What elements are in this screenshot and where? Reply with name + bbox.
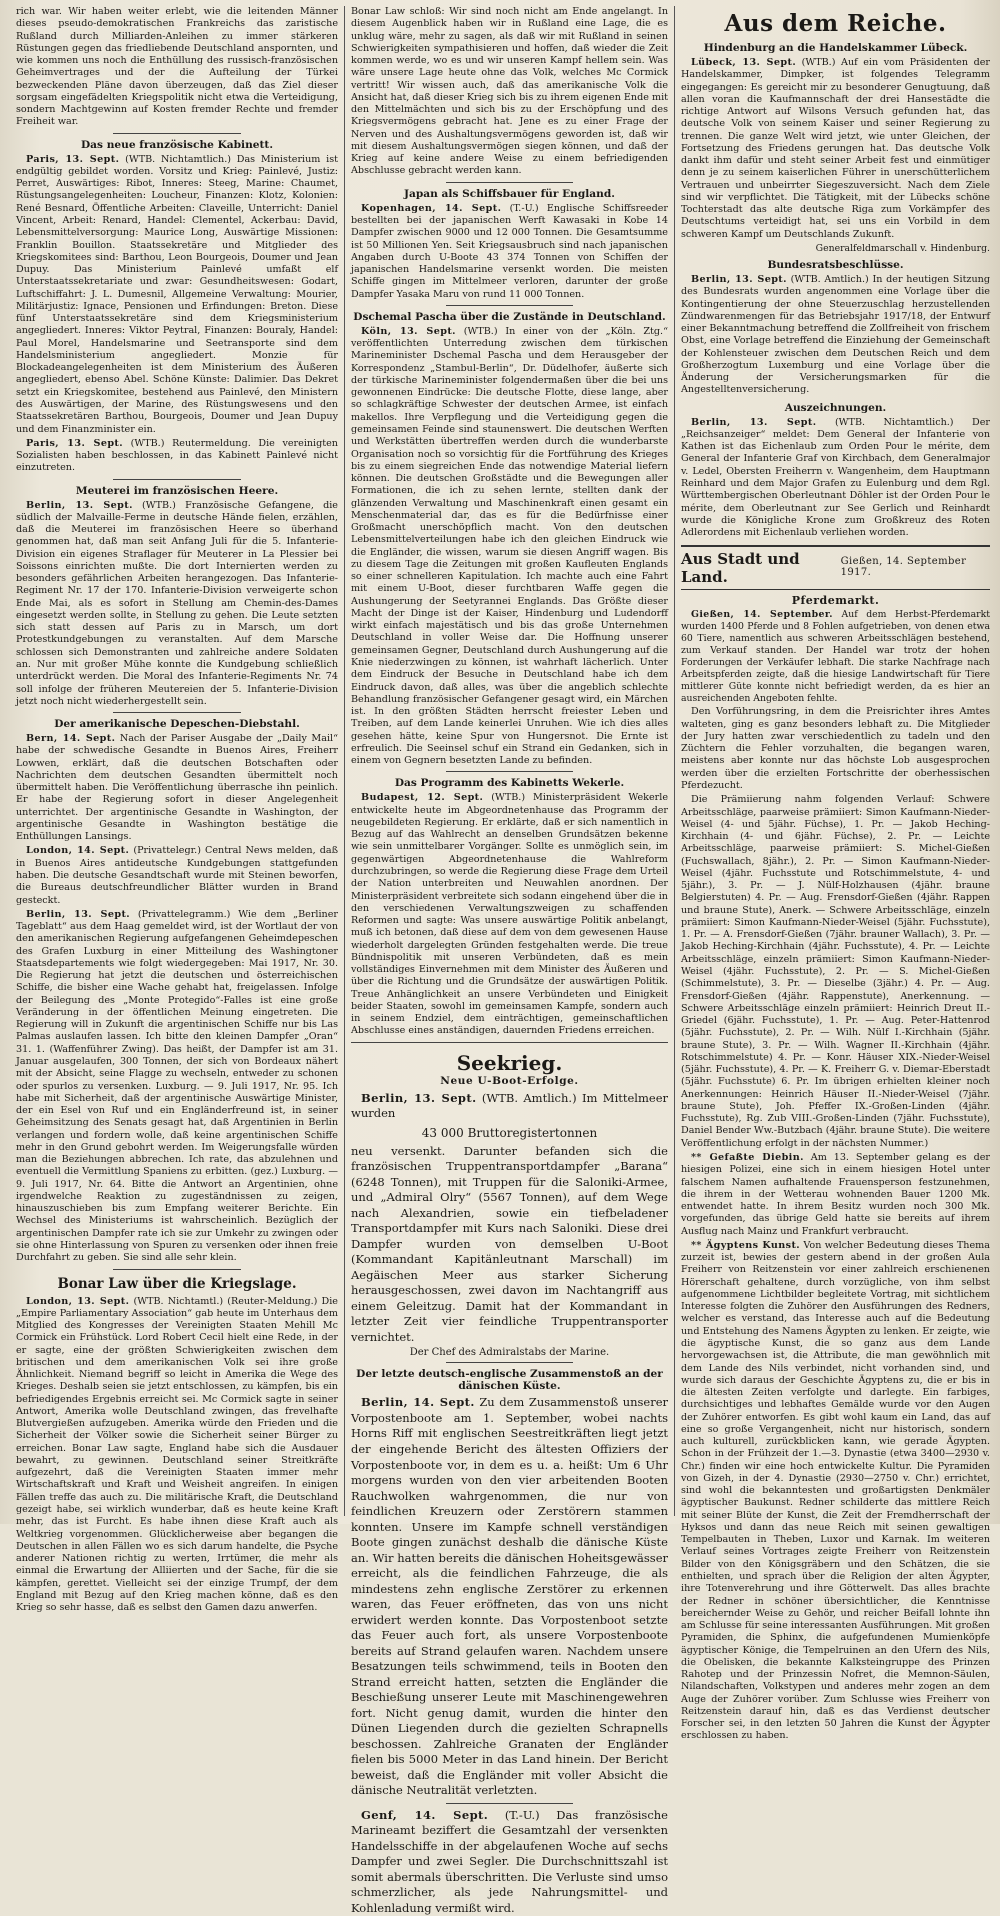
dateline: Paris, 13. Sept. — [26, 153, 120, 165]
headline-auszeichnungen: Auszeichnungen. — [784, 401, 887, 414]
article-paragraph — [16, 500, 338, 709]
article-paragraph: Den Vorführungsring, in dem die Preisrichter ihres Amtes walteten, ging es ganz besonders lebhaft zu. Die Mitglieder der Jury hatten zwar verschiedentlich zu tadeln und den Züchtern die Fehler vorzuhalten, die begangen waren, meistens aber konnte nur das höchste Lob ausgesprochen werden über die erzielten Fortschritte der oberhessischen Pferdezucht. — [681, 706, 990, 792]
divider — [113, 479, 242, 480]
article-paragraph — [16, 733, 338, 843]
article-text: (T.-U.) Das französische Marineamt beziffert die Gesamtzahl der versenkten Handelsschiffe in der abgelaufenen Woche auf sechs Dampfer und zwei Segler. Die Durchschnittszahl ist somit abermals überschritten. Die Verluste sind umso schmerzlicher, als jede Nahrungsmittel- und Kohlenladung vermißt wird. — [351, 1807, 668, 1915]
article-paragraph: neu versenkt. Darunter befanden sich die französischen Truppentransportdampfer „Barana“ (6248 Tonnen), mit Truppen für die Saloniki-Armee, und „Admiral Olry“ (5567 Tonnen), auf dem Wege nach Alexandrien, sowie ein tiefbeladener Transportdampfer mit Kurs nach Saloniki. Diese drei Dampfer wurden von demselben U-Boot (Kommandant Kapitänleutnant Marschall) im Aegäischen Meer aus starker Sicherung herausgeschossen, zwei davon im Nachtangriff aus einem Geleitzug. Damit hat der Kommandant in letzter Zeit vier feindliche Truppentransporter vernichtet. — [351, 1143, 668, 1344]
divider — [446, 1803, 573, 1804]
section-date: Gießen, 14. September 1917. — [840, 556, 967, 579]
article-text: Nach der Pariser Ausgabe der „Daily Mail“ habe der schwedische Gesandte in Buenos Aires, Freiherr Lowwen, erklärt, daß die deutschen Botschaften oder Nachrichten dem deutschen Gesandten übermittelt noch übermittelt haben. Die Veröffentlichung überrasche ihn peinlich. Er habe der Regierung sofort in dieser Angelegenheit unterrichtet. Der argentinische Gesandte in Washington, der argentinische Gesandte in Washington bestätige die Enthüllungen Lansings. — [16, 733, 338, 843]
dateline: Berlin, 14. Sept. — [361, 1395, 475, 1410]
dateline: ** Ägyptens Kunst. — [691, 1239, 801, 1251]
headline-kabinett: Das neue französische Kabinett. — [80, 138, 274, 151]
article-paragraph — [16, 154, 338, 436]
article-paragraph — [351, 203, 668, 301]
article-paragraph — [681, 1240, 990, 1743]
article-text: Am 13. September gelang es der hiesigen Polizei, eine sich in einem hiesigen Hotel unter falschem Namen aufhaltende Frauensperson festzunehmen, die ihrem in der Wetterau wohnenden Bauer 1200 Mk. entwendet hatte. In ihrem Besitz wurden noch 300 Mk. vorgefunden, das übrige Geld hatte sie bereits auf ihrem Ausflug nach Mainz und Frankfurt verbraucht. — [681, 1151, 990, 1237]
divider — [446, 771, 573, 772]
section-title-reich: Aus dem Reiche. — [724, 10, 947, 37]
article-paragraph — [351, 1808, 668, 1916]
article-text: (T.-U.) Englische Schiffsreeder bestellten bei der japanischen Werft Kawasaki in Kobe 14 Dampfer zwischen 9000 und 12 000 Tonnen. Die Gesamtsumme ist 50 Millionen Yen. Seit Kriegsausbruch sind nach japanischen Angaben durch U-Boote 43 374 Tonnen von Schiffen der japanischen Handelsmarine versenkt worden. Die meisten Schiffe gingen im Mittelmeer verloren, darunter der große Dampfer Yasaka Maru von rund 11 000 Tonnen. — [351, 202, 668, 300]
dateline: London, 13. Sept. — [26, 1295, 130, 1307]
headline-dschemal: Dschemal Pascha über die Zustände in Deutschland. — [353, 310, 666, 323]
divider — [351, 1042, 668, 1043]
article-paragraph — [681, 609, 990, 704]
divider — [446, 1362, 573, 1363]
article-text: (WTB.) Reutermeldung. Die vereinigten Sozialisten haben beschlossen, in das Kabinett Painlevé nicht einzutreten. — [16, 437, 338, 474]
article-text: (Privattelegramm.) Wie dem „Berliner Tageblatt“ aus dem Haag gemeldet wird, ist der Wortlaut der von den amerikanischen Regierung aufgefangenen Geheimdepeschen des Grafen Luxburg in einer Mitteilung des Washingtoner Staatsdepartements wie folgt wiedergegeben: Mai 1917, Nr. 30. Die Regierung hat jetzt die deutschen und österreichischen Schiffe, die bisher eine Wache gehabt hat, freigelassen. Infolge der Beilegung des „Monte Protegido“-Falles ist eine große Veränderung in der öffentlichen Meinung eingetreten. Die Regierung will in Zukunft die argentinischen Schiffe nur bis Las Palmas auslaufen lassen. Ich bitte den kleinen Dampfer „Oran“ 31. 1. (Waffenführer Zwing). Das heißt, der Dampfer ist am 31. Januar ausgelaufen, 300 Tonnen, der sich von Bordeaux nähert mit der Absicht, seine Flagge zu wechseln, entweder zu schonen oder spurlos zu versenken. Luxburg. — 9. Juli 1917, Nr. 95. Ich habe mit Sicherheit, daß der argentinische Auswärtige Minister, der ein Esel von Ruf und ein Engländerfreund ist, in seiner Geheimsitzung des Senats gesagt hat, daß Argentinien in Berlin verlangen und fordern wolle, daß keine argentinischen Schiffe mehr in den Grund gebohrt werden. Im Weigerungsfalle würden man die Beziehungen abbrechen. Ich rate, das abzulehnen und eventuell die Vermittlung Spaniens zu erbitten. (gez.) Luxburg. — 9. Juli 1917, Nr. 64. Bitte die Antwort an Argentinien, ohne irgendwelche Reaktion zu zugeständnissen zu zeigen, hinauszuschieben bis zum Empfang weiterer Berichte. Ein Wechsel des Ministeriums ist wahrscheinlich. Bezüglich der argentinischen Dampfer rate ich sie zur Umkehr zu zwingen oder sie ohne Hinterlassung von Spuren zu versenken oder ihnen freie Durchfahrt zu geben. Sie sind alle sehr klein. — [16, 908, 338, 1264]
dateline: Berlin, 13. Sept. — [691, 416, 817, 428]
article-text: (WTB.) Französische Gefangene, die südlich der Malvaille-Ferme in deutsche Hände fielen, erzählen, daß die Meuterei im französischen Heere so überhand genommen hat, daß man seit Anfang Juli für die 5. Infanterie-Division ein eigenes Straflager für Meuterer in La Plessier bei Soissons einrichten mußte. Die dort Internierten werden zu besonders gefährlichen Arbeiten herangezogen. Das Infanterie-Regiment Nr. 17 der 170. Infanterie-Division verweigerte schon Ende Mai, als es sofort in Stellung am Chemin-des-Dames eingesetzt werden sollte, in Stellung zu gehen. Die Leute setzten sich statt dessen auf Paris zu in Marsch, um dort Protestkundgebungen zu veranstalten. Auf dem Marsche schlossen sich Demonstranten und zahlreiche andere Soldaten an. Nur mit großer Mühe konnte die Kundgebung schließlich unterdrückt werden. Die Moral des Infanterie-Regiments Nr. 74 soll infolge der früheren Meutereien der 5. Infanterie-Division jetzt noch nicht wiederhergestellt sein. — [16, 499, 338, 707]
article-paragraph: Die Prämiierung nahm folgenden Verlauf: Schwere Arbeitsschläge, paarweise prämiiert: Simon Kaufmann-Nieder-Weisel (4- und 5jähr. Füchse), 1. Pr. — Jakob Heching-Kirchhain (4- und 6jähr. Füchse), 2. Pr. — Leichte Arbeitsschläge, paarweise prämiiert: S. Michel-Gießen (Fuchswallach, 8jähr.), 2. Pr. — Simon Kaufmann-Nieder-Weisel (4jähr. Fuchsstute und Rotschimmelstute, 4- und 5jähr.), 3. Pr. — J. Nülf-Holzhausen (4jähr. braune Belgierstuten) 4. Pr. — Aug. Frensdorf-Gießen (4jähr. Rappen und braune Stute), Anerk. — Schwere Arbeitsschläge, einzeln prämiiert: Simon Kaufmann-Nieder-Weisel (5jähr. Fuchsstute), 1. Pr. — A. Frensdorf-Gießen (7jähr. brauner Wallach), 3. Pr. — Jakob Heching-Kirchhain (4jähr. Fuchsstute), 4. Pr. — Leichte Arbeitsschläge, einzeln prämiiert: Simon Kaufmann-Nieder-Weisel (4jähr. Fuchsstute), 2. Pr. — S. Michel-Gießen (Schimmelstute), 3. Pr. — Dieselbe (3jähr.) 4. Pr. — Aug. Frensdorf-Gießen (4jähr. Rappenstute), Anerkennung. — Schwere Arbeitsschläge einzeln prämiiert: Heinrich Dreut II.-Griedel (6jähr. Fuchsstute), 1. Pr. — Aug. Peter-Hattenrod (5jähr. Fuchsstute), 2. Pr. — Wilh. Nülf I.-Kirchhain (5jähr. braune Stute), 3. Pr. — Wilh. Wagner II.-Kirchhain (4jähr. Rotschimmelstute) 4. Pr. — Konr. Häuser XIX.-Nieder-Weisel (5jähr. Fuchsstute), 4. Pr. — K. Freiherr G. v. Diemar-Eberstadt (5jähr. Fuchsstute) 6. Pr. Im übrigen erhielten kleiner noch Anerkennungen: Heinrich Häuser II.-Nieder-Weisel (7jähr. braune Stute), Joh. Pfeffer IX.-Großen-Linden (4jähr. Fuchsstute), Rg. Zub VIII.-Großen-Linden (7jähr. Fuchsstute), Daniel Bender Ww.-Butzbach (4jähr. braune Stute). Die weitere Veröffentlichung erfolgt in der nächsten Nummer.) — [681, 794, 990, 1149]
headline-zusammenstoss: Der letzte deutsch-englische Zusammenstoß an der dänischen Küste. — [356, 1368, 663, 1393]
article-paragraph — [351, 326, 668, 768]
signature: Generalfeldmarschall v. Hindenburg. — [815, 242, 990, 254]
subheadline-u-boot: Neue U-Boot-Erfolge. — [440, 1074, 579, 1087]
dateline: Budapest, 12. Sept. — [361, 792, 484, 804]
dateline: Paris, 13. Sept. — [26, 437, 124, 449]
dateline: Kopenhagen, 14. Sept. — [361, 202, 502, 214]
signature: Der Chef des Admiralstabs der Marine. — [409, 1347, 610, 1359]
dateline: Berlin, 13. Sept. — [26, 908, 131, 920]
section-header-stadt — [681, 545, 990, 590]
article-text: (Privattelegr.) Central News melden, daß in Buenos Aires antideutsche Kundgebungen stattgefunden haben. Die deutsche Gesandtschaft wurde mit Steinen beworfen, die Bureaus deutschfreundlicher Blätter wurden in Brand gesteckt. — [16, 845, 338, 906]
headline-japan: Japan als Schiffsbauer für England. — [404, 187, 615, 200]
article-text: (WTB. Nichtamtlich.) Das Ministerium ist endgültig gebildet worden. Vorsitz und Krieg: Painlevé, Justiz: Perret, Auswärtiges: Ribot, Inneres: Steeg, Marine: Chaumet, Rüstungsangelegenheiten: Loucheur, Finanzen: Klotz, Kolonien: René Besnard, Öffentliche Arbeiten: Claveille, Unterricht: Daniel Vincent, Arbeit: Renard, Handel: Clementel, Ackerbau: David, Lebensmittelversorgung: Maurice Long, Auswärtige Missionen: Franklin Bouillon. Staatssekretäre und Mitglieder des Kriegskomitees sind: Barthou, Leon Bourgeois, Doumer und Jean Dupuy. Das Ministerium Painlevé umfaßt elf Unterstaatssekretariate und zwar: Gesundheitswesen: Godart, Luftschiffahrt: J. L. Dumesnil, Allgemeine Verwaltung: Mourier, Militärjustiz: Ignace, Pensionen und Erfindungen: Breton. Diese fünf Unterstaatssekretäre sind dem Kriegsministerium angegliedert. Inneres: Viktor Peytral, Finanzen: Bouraly, Handel: Paul Morel, Handelsmarine und Seetransporte sind dem Handelsministerium angegliedert. Monzie für Blockadeangelegenheiten ist dem Ministerium des Äußeren angegliedert, ebenso Abel. Schöne Künste: Dalimier. Das Dekret setzt ein Kriegskomitee, bestehend aus Painlevé, den Ministern des Auswärtigen, der Marine, des Rüstungswesens und den Staatssekretären Barthou, Bourgeois, Doumer und Jean Dupuy und dem Finanzminister ein. — [16, 153, 338, 435]
article-text: (WTB. Nichtamtl.) (Reuter-Meldung.) Die „Empire Parliamentary Association“ gab heute im Unterhaus dem Mitglied des Kongresses der Vereinigten Staaten Mehill Mc Cormick ein Frühstück. Lord Robert Cecil hielt eine Rede, in der er sagte, eine der größten Schwierigkeiten zwischen dem britischen und dem amerikanischen Volk sei ihre große Ähnlichkeit. Niemand begriff so leicht in Amerika die Wege des Krieges. Deshalb seien sie jetzt entschlossen, zu kämpfen, bis ein befriedigendes Ergebnis erreicht sei. Mc Cormick sagte in seiner Antwort, Amerika wolle Deutschland zwingen, das frevelhafte Blutvergießen aufzugeben. Amerika würde den Frieden und die Sicherheit der Völker sowie die Sicherheit seiner Bürger zu erreichen. Bonar Law sagte, England habe sich die Ausdauer bewahrt, zu gewinnen. Deutschland seiner Streitkräfte aufgezehrt, daß die Vereinigten Staaten immer mehr Wirtschaftskraft und Kraft und Weisheit angreifen. In einigen Fällen treffe das auch zu. Die militärische Kraft, die Deutschland gezeigt habe, sei wirklich wunderbar, daß es heute keine Kraft mehr, das ist Furcht. Es habe ihnen diese Kraft auch als Weltkrieg vorgenommen. Glücklicherweise aber begangen die Deutschen in allen Fällen wo es sich darum handelte, die Psyche anderer Nationen richtig zu werten, Irrtümer, die mehr als einmal die Erwartung der Alliierten und der Sache, für die sie kämpfen, gerettet. Vielleicht sei der einzige Trumpf, der dem England mit Bezug auf den Krieg machen könne, daß es den Krieg so sehr hasse, daß es selbst den Gamen dazu anwerfen. — [16, 1295, 338, 1614]
article-text: (WTB.) Ministerpräsident Wekerle entwickelte heute im Abgeordnetenhause das Programm der neugebildeten Regierung. Er erklärte, daß er sich namentlich in Bezug auf das Wahlrecht an denselben Grundsätzen bekenne wie sein unmittelbarer Vorgänger. Sollte es unmöglich sein, im gegenwärtigen Abgeordnetenhause die Wahlreform durchzubringen, so werde die Regierung diese Frage dem Urteil der Nation unterbreiten und Neuwahlen anordnen. Der Ministerpräsident verbreitete sich sodann eingehend über die in den verschiedenen Verwaltungszweigen zu schaffenden Reformen und sagte: Was unsere auswärtige Politik anbelangt, muß ich betonen, daß diese auf dem von dem gewesenen Hause wiederholt dargelegten Gründen festgehalten werde. Die treue Bündnispolitik mit unseren Verbündeten, daß es mein vollständiges Einvernehmen mit dem Minister des Äußeren und über die Richtung und die Grundsätze der auswärtigen Politik. Treue Anhänglichkeit an unsere Verbündeten und Einigkeit beider Staaten, sowohl im gemeinsamen Kampfe, sondern auch in seinem Endziel, dem einträchtigen, gemeinschaftlichen Abschlusse eines anständigen, dauernden Friedens erreichen. — [351, 792, 668, 1037]
tonnage-highlight: 43 000 Bruttoregistertonnen — [421, 1125, 598, 1140]
headline-bonar-law: Bonar Law über die Kriegslage. — [57, 1275, 297, 1292]
dateline: Berlin, 13. Sept. — [691, 273, 787, 285]
article-text: Zu dem Zusammenstoß unserer Vorpostenboote am 1. September, wobei nachts Horns Riff mit englischen Seestreitkräften liegt jetzt der eingehende Bericht des ältesten Offiziers der Vorpostenboote vor, in dem es u. a. heißt: Um 6 Uhr morgens wurden von den vier arbeitenden Booten Rauchwolken wahrgenommen, die nur von feindlichen Kreuzern oder Zerstörern stammen konnten. Unsere im Kampfe schnell verständigen Boote gingen zunächst deshalb die dänische Küste an. Wir hatten bereits die dänischen Hoheitsgewässer erreicht, als die feindlichen Fahrzeuge, die als mindestens zehn englische Zerstörer zu erkennen waren, das Feuer eröffneten, das von uns nicht erwidert werden konnte. Das Vorpostenboot setzte das Feuer auch fort, als unsere Vorpostenboote bereits auf Strand gelaufen waren. Nachdem unsere Besatzungen teils schwimmend, teils in Booten den Strand erreicht hatten, setzten die Engländer die Beschießung unserer Leute mit Maschinengewehren fort. Nicht genug damit, wurden die hinter den Dünen Liegenden durch die gezielten Schrapnells beschossen. Zahlreiche Granaten der Engländer fielen bis 5000 Meter in das Land hinein. Der Bericht beweist, daß die Engländer mit voller Absicht die dänische Neutralität verletzten. — [351, 1395, 669, 1798]
divider — [446, 305, 573, 306]
section-title-seekrieg: Seekrieg. — [456, 1050, 563, 1075]
article-paragraph — [681, 417, 990, 540]
article-paragraph — [16, 845, 338, 906]
dateline: Berlin, 13. Sept. — [361, 1090, 477, 1105]
article-text: Von welcher Bedeutung dieses Thema zurzeit ist, bewies der gestern abend in der großen Aula Freiherr von Reitzenstein vor einer zahlreich erschienenen Hörerschaft gehaltene, durch vorzügliche, von ihm selbst aufgenommene Lichtbilder begleitete Vortrag, mit sichtlichem Interesse folgten die Zuhörer den Ausführungen des Redners, welcher es verstand, das Interesse auch auf die Bedeutung und Entstehung des Namens Ägypten zu lenken. Er zeigte, wie die ägyptische Kunst, die so ganz aus dem Lande hervorgewachsen ist, die Attribute, die man gewöhnlich mit dem Lande des Nils verbindet, nicht vorhanden sind, und wurde sich daraus der Geschichte Ägyptens zu, die er bis in die ältesten Zeiten verfolgte und darlegte. Ein farbiges, durchsichtiges und lebhaftes Gemälde wurde vor den Augen der Zuhörer entworfen. Es gibt wohl kaum ein Land, das auf eine so große Vergangenheit, nicht nur historisch, sondern auch kulturell, zurückblicken kann, wie gerade Ägypten. Schon in der Frühzeit der 1.—3. Dynastie (etwa 3400—2930 v. Chr.) finden wir eine hoch entwickelte Kultur. Die Pyramiden von Gizeh, in der 4. Dynastie (2930—2750 v. Chr.) errichtet, sind wohl die bekanntesten und großartigsten Denkmäler ägyptischer Baukunst. Redner schilderte das mittlere Reich mit seiner Blüte der Kunst, die Zeit der Fremdherrschaft der Hyksos und dann das neue Reich mit seinen gewaltigen Tempelbauten in Theben, Luxor und Karnak. Im weiteren Verlauf seines Vortrages zeigte Freiherr von Reitzenstein Bilder von den Königsgräbern und den Schätzen, die sie enthielten, und sprach über die Religion der alten Ägypter, ihre Totenverehrung und ihre Götterwelt. Das alles brachte der Redner in schöner übersichtlicher, die Kenntnisse bereichernder Weise zu Gehör, und reicher Beifall lohnte ihn am Schlusse für seine interessanten Ausführungen. Mit großen Pyramiden, die Sphinx, die aufgefundenen Mumienköpfe ägyptischer Könige, die Tempelruinen an den Ufern des Nils, die Obelisken, die bekannte Kalksteingruppe des Prinzen Rahotep und der Prinzessin Nofret, die Memnon-Säulen, Nilandschaften, Volkstypen und anderes mehr zogen an dem Auge der Zuhörer vorüber. Zum Schlusse wies Freiherr von Reitzenstein darauf hin, daß es das Verdienst deutscher Forscher sei, in den letzten 50 Jahren die Kunst der Ägypter erschlossen zu haben. — [681, 1239, 990, 1742]
article-paragraph: Bonar Law schloß: Wir sind noch nicht am Ende angelangt. In diesem Augenblick haben wir in Rußland eine Lage, die es unklug wäre, mehr zu sagen, als daß wir mit Rußland in seinen Schwierigkeiten sympathisieren und hoffen, daß wieder die Zeit kommen werde, wo es und wir unseren Kampf hellem sein. Was wäre unsere Lage heute ohne das Volk, welches Mc Cormick vertritt! Wir wissen auch, daß das amerikanische Volk die Ansicht hat, daß dieser Krieg sich bis zu ihrem eigenen Ende mit den Mittelmächten und sich bis zu der Erschöpfung und des Kriegsvermögens gebracht hat. Jene es zu einer Frage der Nerven und des Aushaltungsvermögens geworden ist, daß wir mit diesem Aushaltungsvermögen siegen können, und daß der Krieg auf keine andere Weise zu einem befriedigenden Abschlusse gebracht werden kann. — [351, 6, 668, 177]
divider — [113, 1269, 242, 1270]
column-right — [674, 6, 990, 1742]
article-text: (WTB. Amtlich.) In der heutigen Sitzung des Bundesrats wurden angenommen eine Vorlage über die Kontingentierung der ohne Steuerzuschlag herzustellenden Zündwarenmengen für das Betriebsjahr 1917/18, der Entwurf einer Bekanntmachung betreffend die Zollfreiheit von frischem Obst, eine Vorlage betreffend die Einziehung der Gemeinschaft der Kohlensteuer zwischen dem Deutschen Reich und dem Großherzogtum Luxemburg und eine Vorlage über die Änderung der Versicherungsmarken für die Angestelltenversicherung. — [681, 273, 990, 396]
dateline: Genf, 14. Sept. — [361, 1807, 489, 1822]
headline-hindenburg: Hindenburg an die Handelskammer Lübeck. — [703, 42, 968, 54]
headline-meuterei: Meuterei im französischen Heere. — [75, 484, 279, 497]
column-middle — [344, 6, 674, 1915]
dateline: Berlin, 13. Sept. — [26, 499, 133, 511]
dateline: ** Gefaßte Diebin. — [691, 1151, 804, 1163]
divider — [113, 712, 242, 713]
article-paragraph — [351, 1395, 668, 1798]
article-text: (WTB.) Auf ein vom Präsidenten der Handelskammer, Dimpker, ist folgendes Telegramm eingegangen: Es gereicht mir zu besonderer Genugtuung, daß allen voran die Kaufmannschaft der drei Hansestädte die richtige Antwort auf Wilsons Versuch gefunden hat, das deutsche Volk von seinem Kaiser und seiner Regierung zu trennen. Die ganze Welt wird jetzt, wie unter Gleichen, der Fortsetzung des Friedens gerungen hat. Das deutsche Volk dankt ihm dafür und steht seiner Arbeit fest und einmütiger denn je zu seinem kaiserlichen Führer in unerschütterlichem Vertrauen und unbeirrter Siegeszuversicht. Nach dem Ziele sind wir verpflichtet. Die Tätigkeit, mit der Lübecks schöne Tochterstadt das alte deutsche Riga zum Vorkämpfer des Deutschtums verteidigt hat, sei uns ein Vorbild in dem schweren Kampf um Deutschlands Zukunft. — [681, 57, 990, 240]
headline-wekerle: Das Programm des Kabinetts Wekerle. — [394, 777, 625, 790]
lead-paragraph: rich war. Wir haben weiter erlebt, wie die leitenden Männer dieses pseudo-demokratischen Frankreichs das zaristische Rußland durch Milliarden-Anleihen zu immer stärkeren Rüstungen gegen das friedliebende Deutschland anspornten, und wie kommen uns noch die Enthüllung des russisch-französischen Geheimvertrages und der die Aufteilung der Türkei bezweckenden Pläne davon überzeugen, daß das Ziel dieser sorgsam eingefädelten Kriegspolitik nicht etwa die Verteidigung, sondern Machtgewinn auf Kosten fremder Rechte und fremder Freiheit war. — [16, 6, 338, 128]
column-left — [16, 6, 344, 1614]
divider — [113, 133, 242, 134]
article-text: Auf dem Herbst-Pferdemarkt wurden 1400 Pferde und 8 Fohlen aufgetrieben, von denen etwa 60 Tiere, namentlich aus schweren Arbeitsschlägen bestehend, zum Verkauf standen. Der Handel war trotz der hohen Forderungen der Verkäufer lebhaft. Die starke Nachfrage nach Arbeitspferden zeigte, daß die hiesige Landwirtschaft für Tiere mittlerer Güte konnte nicht befriedigt werden, da es hier an ausreichenden Angeboten fehlte. — [681, 609, 990, 704]
article-paragraph — [681, 274, 990, 397]
article-paragraph — [351, 792, 668, 1037]
article-paragraph — [16, 909, 338, 1265]
headline-pferdemarkt: Pferdemarkt. — [791, 594, 880, 608]
article-paragraph — [16, 438, 338, 475]
article-text: (WTB. Amtlich.) Im Mittelmeer wurden — [351, 1090, 668, 1121]
article-paragraph — [681, 1152, 990, 1238]
section-title-stadt: Aus Stadt und Land. — [681, 550, 800, 587]
divider — [446, 182, 573, 183]
article-paragraph — [681, 57, 990, 241]
dateline: Bern, 14. Sept. — [26, 733, 116, 745]
article-text: (WTB.) In einer von der „Köln. Ztg.“ veröffentlichten Unterredung zwischen dem türkischen Marineminister Dschemal Pascha und dem Herausgeber der Korrespondenz „Stambul-Berlin“, Dr. Düdelhofer, äußerte sich der türkische Marineminister folgendermaßen über die bei uns gewonnenen Eindrücke: Die deutsche Flotte, diese lange, aber so schlagkräftige Schwester der deutschen Armee, ist einfach makellos. Ihre Verpflegung und die Verteidigung gegen die gemeinsamen Feinde sind staunenswert. Die deutschen Werften und Werkstätten übertreffen werden durch die wunderbarste Organisation noch so vorsichtig für die Fortführung des Krieges bis zu einem siegreichen Ende das notwendige Material liefern können. Die deutschen Großstädte und die Bewegungen aller Formationen, die ich zu sehen lernte, stellten dank der glänzenden Verwaltung und Maschinenkraft einen gesamt ein Menschenmaterial dar, das es für die Bedürfnisse einer Großmacht unerschöpflich macht. Von den deutschen Lebensmittelverteilungen habe ich den gleichen Eindruck wie die Engländer, die wissen, warum sie diesen Angriff wagen. Bis zu diesem Tage die Zeitungen mit großen Kaufleuten Englands so einer schnelleren Kapitulation. Ich machte auch eine Fahrt mit einem U-Boot, dieser furchtbaren Waffe gegen die Aushungerung der Seetyrannei Englands. Das Größte dieser Macht der Dinge ist der Kaiser, Hindenburg und Ludendorff wirkt einfach majestätisch und bis das große Unternehmen Deutschland in voller Weise dar. Die Hoffnung unserer gemeinsamen Gegner, Deutschland durch Aushungerung auf die Knie niederzwingen zu können, ist wahrhaft lächerlich. Unter dem Eindruck der Besuche in Deutschland habe ich dem Eindruck davon, daß alles, was über die angeblich schlechte Behandlung französischer Gefangener gesagt wird, ein Märchen ist. In den größten Städten herrscht freiester Leben und Treiben, auf dem Lande keinerlei Unruhen. Wie ich dies alles gesehen hätte, keine Spur von Hungersnot. Die Ernte ist erfreulich. Die Seeinsel schuf ein Strand ein Gedanken, sich in einem von Gegnern besetzten Lande zu befinden. — [351, 325, 668, 767]
dateline: Gießen, 14. September. — [691, 609, 833, 621]
dateline: Lübeck, 13. Sept. — [691, 57, 797, 68]
article-text: (WTB. Nichtamtlich.) Der „Reichsanzeiger“ meldet: Dem General der Infanterie von Kathen ist das Eichenlaub zum Orden Pour le mérite, dem General der Infanterie Graf von Kirchbach, dem Generalmajor v. Ledel, Obersten Freiherrn v. Wangenheim, dem Hauptmann Reinhard und dem Major Grafen zu Eulenburg und dem Rgl. Württembergischen Oberleutnant Döhler ist der Orden Pour le mérite, dem Oberleutnant zur See Gerlich und Reinhardt wurde die Königliche Krone zum Großkreuz des Roten Adlerordens mit Eichenlaub verliehen worden. — [681, 416, 990, 539]
article-paragraph — [351, 1091, 668, 1122]
columns — [16, 6, 990, 1915]
headline-depeschen: Der amerikanische Depeschen-Diebstahl. — [54, 718, 300, 731]
article-paragraph — [16, 1296, 338, 1615]
headline-bundesrat: Bundesratsbeschlüsse. — [767, 258, 904, 271]
dateline: Köln, 13. Sept. — [361, 325, 456, 337]
dateline: London, 14. Sept. — [26, 845, 130, 857]
